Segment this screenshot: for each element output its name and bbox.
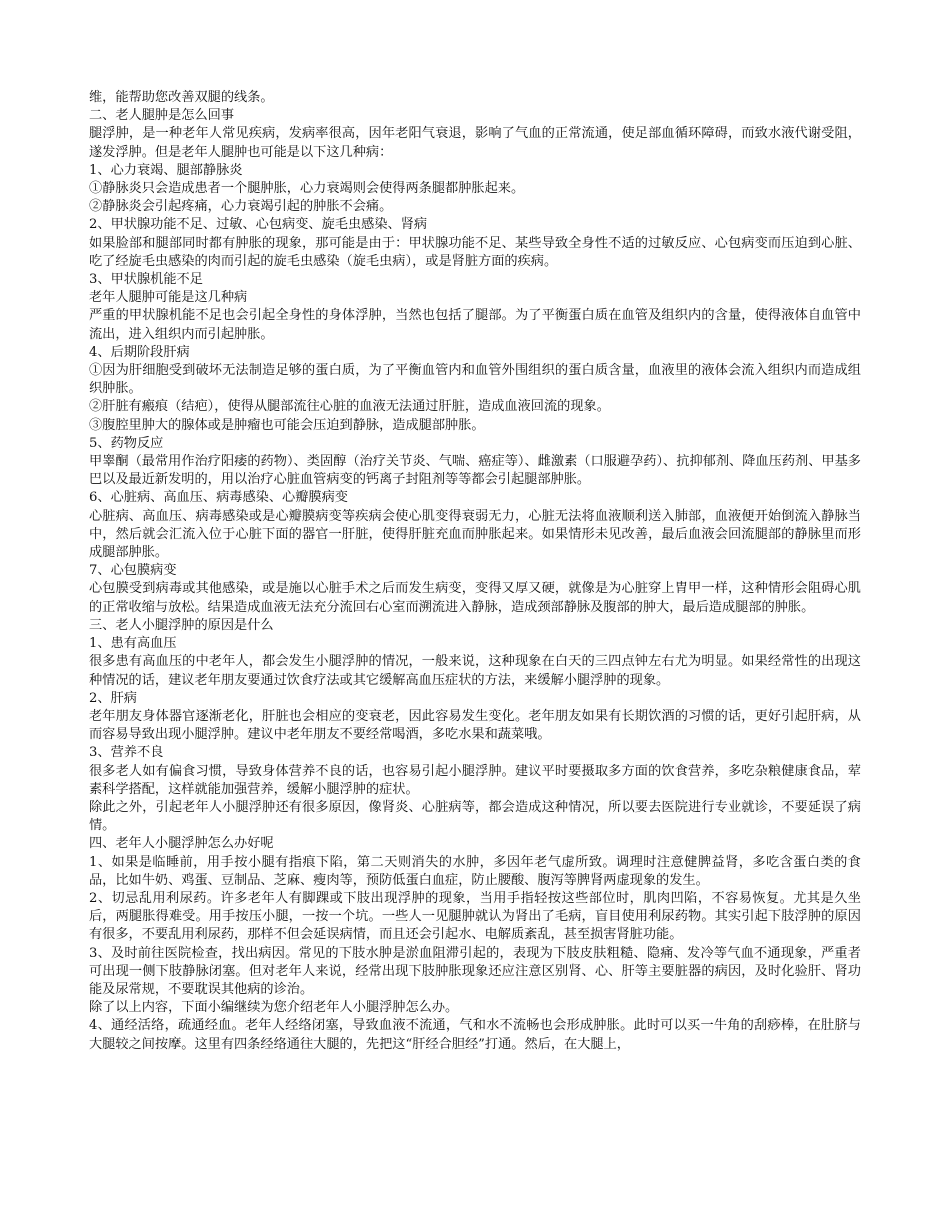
list-item: ②静脉炎会引起疼痛，心力衰竭引起的肿胀不会痛。 bbox=[89, 199, 393, 215]
paragraph: 很多老人如有偏食习惯，导致身体营养不良的话，也容易引起小腿浮肿。建议平时要摄取多方面的饮食营养，多吃杂粮健康食品，荤素科学搭配，这样就能加强营养，缓解小腿浮肿的症状。 bbox=[89, 763, 861, 797]
paragraph: 很多患有高血压的中老年人，都会发生小腿浮肿的情况，一般来说，这种现象在白天的三四点钟左右尤为明显。如果经常性的出现这种情况的话，建议老年朋友要通过饮食疗法或其它缓解高血压症状的方法，来缓解小腿浮肿的现象。 bbox=[89, 654, 861, 688]
paragraph: 4、通经活络，疏通经血。老年人经络闭塞，导致血液不流通，气和水不流畅也会形成肿胀。此时可以买一牛角的刮痧棒，在肚脐与大腿较之间按摩。这里有四条经络通往大腿的，先把这“肝经合胆经”打通。然后，在大腿上， bbox=[89, 1018, 861, 1052]
list-item: ③腹腔里肿大的腺体或是肿瘤也可能会压迫到静脉，造成腿部肿胀。 bbox=[89, 417, 485, 433]
text-line: 维，能帮助您改善双腿的线条。 bbox=[89, 90, 274, 105]
subheading: 1、心力衰竭、腿部静脉炎 bbox=[89, 162, 243, 178]
paragraph: 严重的甲状腺机能不足也会引起全身性的身体浮肿，当然也包括了腿部。为了平衡蛋白质在血管及组织内的含量，使得液体自血管中流出，进入组织内而引起肿胀。 bbox=[89, 308, 861, 342]
list-item: ②肝脏有瘢痕（结疤），使得从腿部流往心脏的血液无法通过肝脏，造成血液回流的现象。 bbox=[89, 399, 610, 415]
subheading: 2、甲状腺功能不足、过敏、心包病变、旋毛虫感染、肾病 bbox=[89, 217, 428, 233]
paragraph: 除此之外，引起老年人小腿浮肿还有很多原因，像肾炎、心脏病等，都会造成这种情况，所以要去医院进行专业就诊，不要延误了病情。 bbox=[89, 799, 861, 834]
list-item: ①因为肝细胞受到破坏无法制造足够的蛋白质，为了平衡血管内和血管外围组织的蛋白质含量，血液里的液体会流入组织内而造成组织肿胀。 bbox=[89, 363, 861, 397]
paragraph: 心包膜受到病毒或其他感染，或是施以心脏手术之后而发生病变，变得又厚又硬，就像是为心脏穿上胄甲一样，这种情形会阻碍心肌的正常收缩与放松。结果造成血液无法充分流回右心室而溯流进入静脉，造成颈部静脉及腹部的肿大，最后造成腿部的肿胀。 bbox=[89, 581, 861, 615]
paragraph: 心脏病、高血压、病毒感染或是心瓣膜病变等疾病会使心肌变得衰弱无力，心脏无法将血液顺利送入肺部，血液便开始倒流入静脉当中，然后就会汇流入位于心脏下面的器官一肝脏，使得肝脏充血而肿胀起来。如果情形未见改善，最后血液会回流腿部的静脉里而形成腿部肿胀。 bbox=[89, 508, 861, 561]
subheading: 3、营养不良 bbox=[89, 745, 164, 761]
document-body bbox=[89, 89, 861, 1054]
text-line: 除了以上内容，下面小编继续为您介绍老年人小腿浮肿怎么办。 bbox=[89, 1000, 459, 1016]
paragraph: 老年朋友身体器官逐渐老化，肝脏也会相应的变衰老，因此容易发生变化。老年朋友如果有长期饮酒的习惯的话，更好引起肝病，从而容易导致出现小腿浮肿。建议中老年朋友不要经常喝酒，多吃水果和蔬菜哦。 bbox=[89, 708, 861, 743]
paragraph: 2、切忌乱用利尿药。许多老年人有脚踝或下肢出现浮肿的现象，当用手指轻按这些部位时，肌肉凹陷，不容易恢复。尤其是久坐后，两腿胀得难受。用手按压小腿，一按一个坑。一些人一见腿肿就认为肾出了毛病，盲目使用利尿药物。其实引起下肢浮肿的原因有很多，不要乱用利尿药，那样不但会延误病情，而且还会引起水、电解质紊乱，甚至损害肾脏功能。 bbox=[89, 890, 861, 943]
subheading: 1、患有高血压 bbox=[89, 636, 177, 652]
subheading: 6、心脏病、高血压、病毒感染、心瓣膜病变 bbox=[89, 490, 348, 506]
list-item: ①静脉炎只会造成患者一个腿肿胀，心力衰竭则会使得两条腿都肿胀起来。 bbox=[89, 181, 525, 197]
paragraph: 腿浮肿，是一种老年人常见疾病，发病率很高，因年老阳气衰退，影响了气血的正常流通，使足部血循环障碍，而致水液代谢受阻，遂发浮肿。但是老年人腿肿也可能是以下这几种病： bbox=[89, 126, 861, 160]
section-heading: 四、老年人小腿浮肿怎么办好呢 bbox=[89, 836, 274, 852]
paragraph: 1、如果是临睡前，用手按小腿有指痕下陷，第二天则消失的水肿，多因年老气虚所致。调理时注意健脾益肾，多吃含蛋白类的食品，比如牛奶、鸡蛋、豆制品、芝麻、瘦肉等，预防低蛋白血症，防止腰酸、腹泻等脾肾两虚现象的发生。 bbox=[89, 854, 861, 888]
subheading: 5、药物反应 bbox=[89, 435, 164, 451]
section-heading: 三、老人小腿浮肿的原因是什么 bbox=[89, 617, 274, 633]
paragraph: 3、及时前往医院检查，找出病因。常见的下肢水肿是淤血阻滞引起的，表现为下肢皮肤粗糙、隐痛、发冷等气血不通现象，严重者可出现一侧下肢静脉闭塞。但对老年人来说，经常出现下肢肿胀现象还应注意区别肾、心、肝等主要脏器的病因，及时化验肝、肾功能及尿常规，不要耽误其他病的诊治。 bbox=[89, 945, 861, 997]
text-line: 老年人腿肿可能是这几种病 bbox=[89, 290, 248, 306]
subheading: 2、肝病 bbox=[89, 690, 137, 706]
subheading: 3、甲状腺机能不足 bbox=[89, 272, 203, 288]
section-heading: 二、老人腿肿是怎么回事 bbox=[89, 108, 235, 124]
subheading: 4、后期阶段肝病 bbox=[89, 344, 190, 360]
paragraph: 甲睾酮（最常用作治疗阳痿的药物）、类固醇（治疗关节炎、气喘、癌症等）、雌激素（口服避孕药）、抗抑郁剂、降血压药剂、甲基多巴以及最近新发明的，用以治疗心脏血管病变的钙离子封阻剂等等都会引起腿部肿胀。 bbox=[89, 454, 861, 488]
paragraph: 如果脸部和腿部同时都有肿胀的现象，那可能是由于：甲状腺功能不足、某些导致全身性不适的过敏反应、心包病变而压迫到心脏、吃了经旋毛虫感染的肉而引起的旋毛虫感染（旋毛虫病），或是肾脏方面的疾病。 bbox=[89, 235, 861, 269]
subheading: 7、心包膜病变 bbox=[89, 563, 177, 579]
